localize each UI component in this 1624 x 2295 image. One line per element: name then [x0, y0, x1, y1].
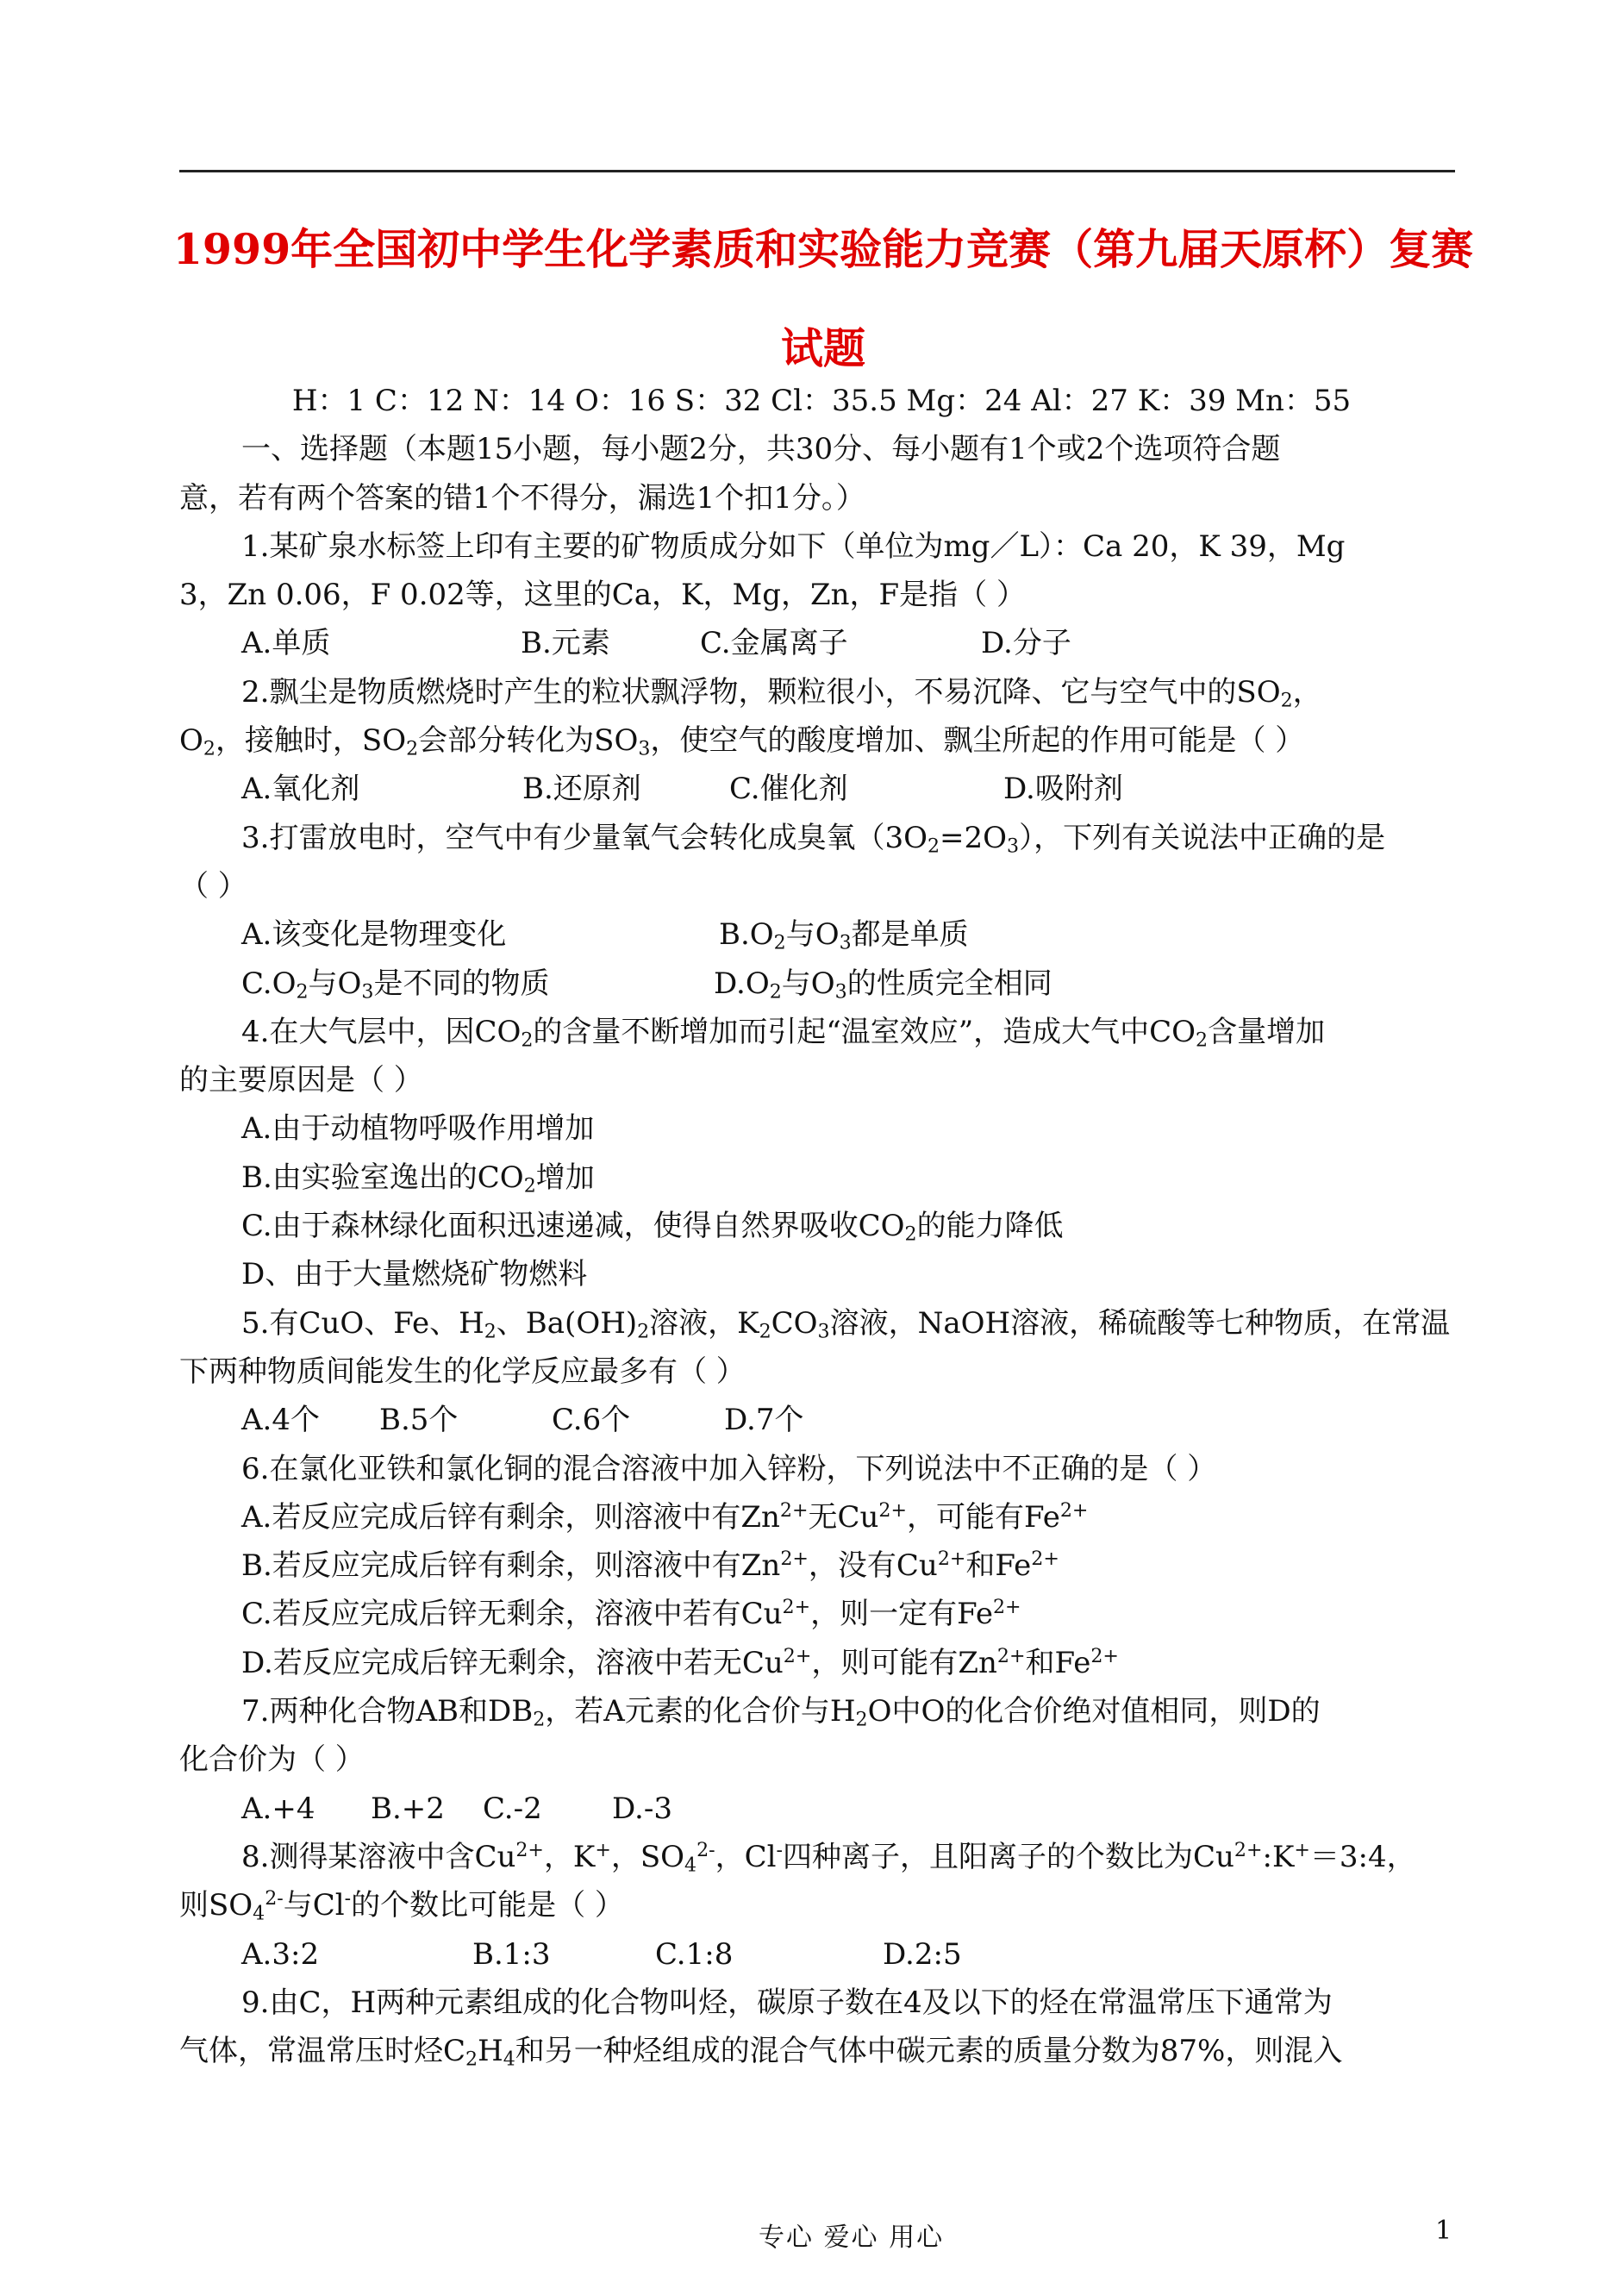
- question-3-text-cont: （ ）: [179, 868, 247, 904]
- question-1-text-cont: 3，Zn 0.06，F 0.02等，这里的Ca，K，Mg，Zn，F是指（ ）: [179, 578, 1026, 613]
- atomic-masses: H：1 C：12 N：14 O：16 S：32 Cl：35.5 Mg：24 Al：27 K：39 Mn：55: [291, 384, 1352, 418]
- option-d: $D.O_2$与$O_3$的性质完全相同: [714, 966, 1052, 1004]
- option-b: B.若反应完成后锌有剩余，则溶液中有$Zn^{2+}$，没有$Cu^{2+}$和$Fe^{2+}$: [241, 1547, 1059, 1584]
- option-b: B.还原剂: [522, 772, 641, 807]
- question-8-options: [179, 1930, 1464, 1979]
- document-body: [179, 377, 1464, 2075]
- option-a: A.该变化是物理变化: [241, 917, 507, 953]
- option-a: A.由于动植物呼吸作用增加: [241, 1111, 595, 1147]
- option-d: D.7个: [724, 1403, 804, 1438]
- option-b: $B.O_2$与$O_3$都是单质: [719, 917, 969, 954]
- option-c: C.由于森林绿化面积迅速递减，使得自然界吸收$CO_2$的能力降低: [241, 1209, 1064, 1246]
- question-6-text: 6.在氯化亚铁和氯化铜的混合溶液中加入锌粉，下列说法中不正确的是（ ）: [241, 1451, 1217, 1486]
- question-5-text: 5.有CuO、Fe、$H_2$、$Ba(OH)_2$溶液，$K_2CO_3$溶液，NaOH溶液，稀硫酸等七种物质，在常温: [241, 1305, 1451, 1343]
- question-7-options: [179, 1785, 1464, 1833]
- question-2-text-cont: $O_2$，接触时，$SO_2$会部分转化为$SO_3$，使空气的酸度增加、飘尘所起的作用可能是（ ）: [179, 723, 1305, 760]
- question-2-text: 2.飘尘是物质燃烧时产生的粒状飘浮物，颗粒很小，不易沉降、它与空气中的$SO_2$，: [241, 674, 1322, 712]
- question-5-options: [179, 1396, 1464, 1444]
- header-rule: [179, 170, 1455, 172]
- section-heading-cont: 意，若有两个答案的错1个不得分，漏选1个扣1分。）: [179, 480, 865, 516]
- option-d: D.吸附剂: [1003, 772, 1123, 807]
- option-c: C.金属离子: [700, 626, 848, 661]
- option-b: B.元素: [521, 626, 610, 661]
- question-2-options: [179, 765, 1464, 813]
- option-b: B.5个: [379, 1403, 459, 1438]
- question-7-text: 7.两种化合物AB和$DB_2$，若A元素的化合价与$H_2O$中O的化合价绝对值相同，则D的: [241, 1694, 1321, 1731]
- option-d: D.-3: [612, 1791, 672, 1826]
- option-c: C.1:8: [655, 1936, 734, 1972]
- question-3-options-ab: [179, 910, 1464, 959]
- option-c: C.催化剂: [729, 772, 848, 807]
- question-3-options-cd: [179, 960, 1464, 1008]
- option-c: C.若反应完成后锌无剩余，溶液中若有$Cu^{2+}$，则一定有$Fe^{2+}$: [241, 1596, 1021, 1632]
- question-4-text-cont: 的主要原因是（ ）: [179, 1063, 423, 1098]
- document-title: 1999年全国初中学生化学素质和实验能力竞赛（第九届天原杯）复赛试题: [172, 224, 1474, 373]
- page-number: 1: [1435, 2216, 1452, 2246]
- option-a: A.氧化剂: [241, 772, 360, 807]
- option-c: C.-2: [483, 1791, 542, 1826]
- option-d: D.分子: [981, 626, 1071, 661]
- option-c: $C.O_2$与$O_3$是不同的物质: [241, 966, 550, 1004]
- question-8-text: 8.测得某溶液中含$Cu^{2+}$，K+，$SO_4^{2-}$，Cl-四种离子，且阳离子的个数比为$Cu^{2+}:K^+=3:4$，: [241, 1838, 1416, 1877]
- question-5-text-cont: 下两种物质间能发生的化学反应最多有（ ）: [179, 1354, 746, 1389]
- option-a: A.若反应完成后锌有剩余，则溶液中有$Zn^{2+}$无$Cu^{2+}$，可能有$Fe^{2+}$: [241, 1498, 1089, 1535]
- question-8-text-cont: 则$SO_4^{2-}$与Cl-的个数比可能是（ ）: [179, 1887, 624, 1925]
- option-d: D.2:5: [883, 1936, 962, 1972]
- question-1-options: [179, 619, 1464, 667]
- footer-text: 专心 爱心 用心: [759, 2223, 945, 2253]
- option-a: A.+4: [241, 1791, 315, 1826]
- question-3-text: 3.打雷放电时，空气中有少量氧气会转化成臭氧$(3O_2=2O_3)$，下列有关说法中正确的是: [241, 820, 1386, 858]
- option-b: B.1:3: [472, 1936, 551, 1972]
- option-b: B.+2: [371, 1791, 445, 1826]
- option-d: D.若反应完成后锌无剩余，溶液中若无$Cu^{2+}$，则可能有$Zn^{2+}$和$Fe^{2+}$: [241, 1644, 1119, 1680]
- option-a: A.4个: [241, 1403, 320, 1438]
- question-9-text: 9.由C，H两种元素组成的化合物叫烃，碳原子数在4及以下的烃在常温常压下通常为: [241, 1985, 1333, 2020]
- option-c: C.6个: [552, 1403, 631, 1438]
- question-9-text-cont: 气体，常温常压时烃$C_2H_4$和另一种烃组成的混合气体中碳元素的质量分数为87%，则混入: [179, 2034, 1343, 2071]
- option-a: A.3:2: [241, 1936, 320, 1972]
- option-d: D、由于大量燃烧矿物燃料: [241, 1257, 588, 1292]
- option-b: B.由实验室逸出的$CO_2$增加: [241, 1160, 595, 1198]
- question-7-text-cont: 化合价为（ ）: [179, 1742, 365, 1778]
- question-1-text: 1.某矿泉水标签上印有主要的矿物质成分如下（单位为mg／L）：Ca 20，K 39，Mg: [241, 528, 1346, 564]
- option-a: A.单质: [241, 626, 331, 661]
- question-4-text: 4.在大气层中，因$CO_2$的含量不断增加而引起“温室效应”，造成大气中$CO_2$含量增加: [241, 1014, 1326, 1052]
- section-heading: 一、选择题（本题15小题，每小题2分，共30分、每小题有1个或2个选项符合题: [241, 432, 1281, 467]
